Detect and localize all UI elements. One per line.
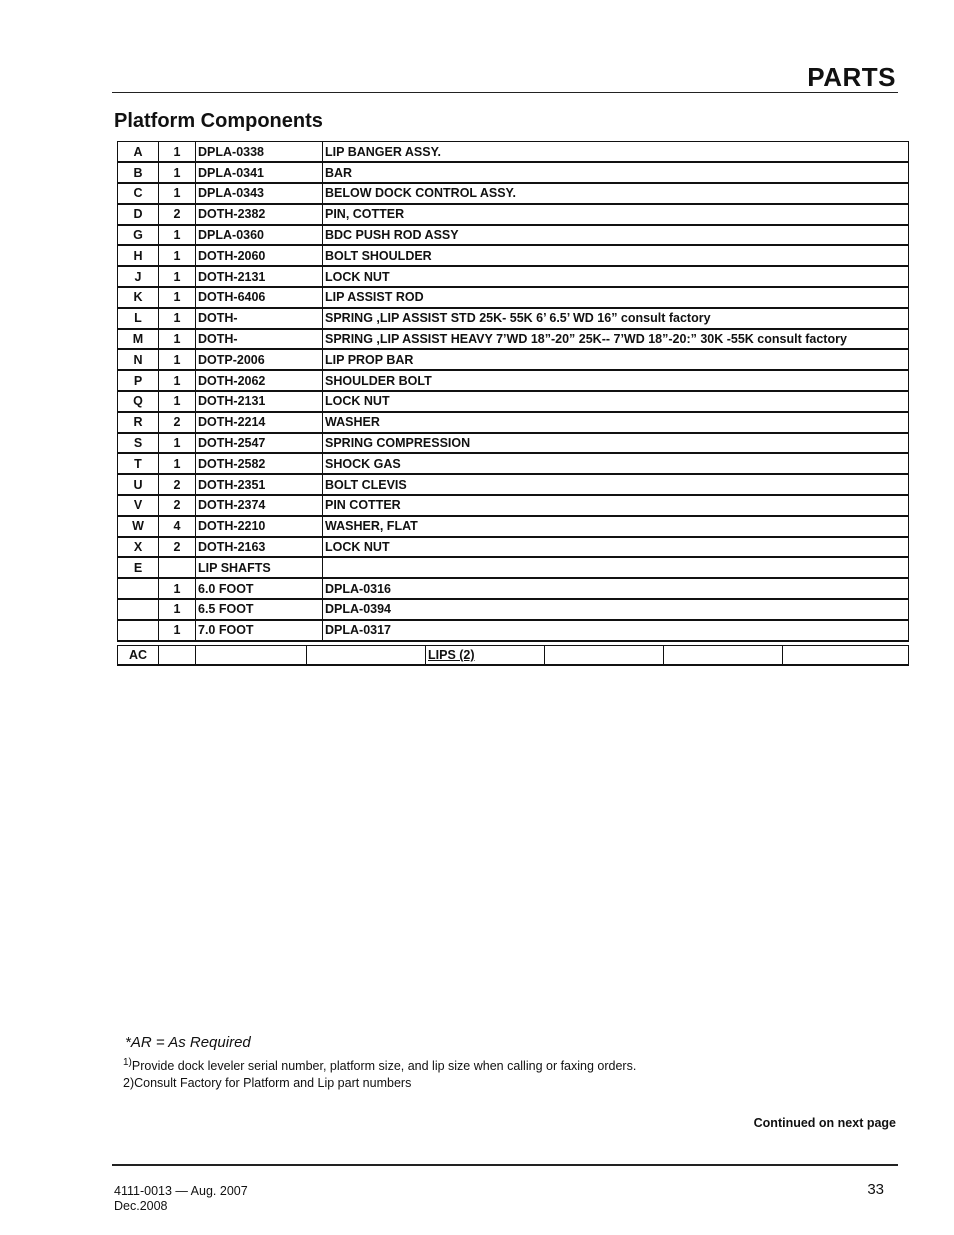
key-cell: T <box>118 453 159 474</box>
description-cell: BELOW DOCK CONTROL ASSY. <box>323 183 909 204</box>
table-row <box>118 370 909 391</box>
description-cell: SPRING ,LIP ASSIST HEAVY 7’WD 18”-20” 25K-- 7’WD 18”-20:” 30K -55K consult factory <box>323 329 909 350</box>
ac-cell-empty <box>783 646 909 666</box>
description-cell: BAR <box>323 162 909 183</box>
ac-cell-empty <box>307 646 426 666</box>
part-number-cell: DOTH-2351 <box>196 474 323 495</box>
table-row <box>118 495 909 516</box>
part-number-cell: DOTH-2060 <box>196 245 323 266</box>
qty-cell: 1 <box>159 245 196 266</box>
qty-cell: 1 <box>159 308 196 329</box>
key-cell: R <box>118 412 159 433</box>
footer-revision: Dec.2008 <box>114 1199 168 1213</box>
ac-lips-cell <box>426 646 545 666</box>
table-row <box>118 142 909 163</box>
table-row <box>118 183 909 204</box>
key-cell: D <box>118 204 159 225</box>
table-row <box>118 308 909 329</box>
key-cell: J <box>118 266 159 287</box>
note-1-text: Provide dock leveler serial number, platform size, and lip size when calling or faxing orders. <box>131 1059 637 1073</box>
part-number-cell: DOTH-6406 <box>196 287 323 308</box>
key-cell: X <box>118 537 159 558</box>
qty-cell: 1 <box>159 142 196 163</box>
part-number-cell: LIP SHAFTS <box>196 557 323 578</box>
part-number-cell: DPLA-0341 <box>196 162 323 183</box>
key-cell: L <box>118 308 159 329</box>
description-cell: WASHER <box>323 412 909 433</box>
qty-cell: 1 <box>159 162 196 183</box>
part-number-cell: 7.0 FOOT <box>196 620 323 641</box>
ac-cell-empty <box>664 646 783 666</box>
qty-cell: 2 <box>159 537 196 558</box>
part-number-cell: DOTH-2163 <box>196 537 323 558</box>
part-number-cell: DOTH-2062 <box>196 370 323 391</box>
continued-note: Continued on next page <box>753 1116 896 1130</box>
key-cell <box>118 620 159 641</box>
table-row <box>118 329 909 350</box>
description-cell: SHOCK GAS <box>323 453 909 474</box>
qty-cell: 1 <box>159 225 196 246</box>
footer-doc-id: 4111-0013 — Aug. 2007 <box>114 1184 248 1198</box>
table-row <box>118 349 909 370</box>
qty-cell: 2 <box>159 204 196 225</box>
part-number-cell: DPLA-0360 <box>196 225 323 246</box>
key-cell: A <box>118 142 159 163</box>
qty-cell: 1 <box>159 578 196 599</box>
part-number-cell: DOTP-2006 <box>196 349 323 370</box>
table-row <box>118 557 909 578</box>
description-cell: WASHER, FLAT <box>323 516 909 537</box>
ac-key: AC <box>118 646 159 666</box>
table-row <box>118 204 909 225</box>
key-cell: K <box>118 287 159 308</box>
ac-cell-empty <box>159 646 196 666</box>
description-cell: PIN COTTER <box>323 495 909 516</box>
description-cell: LIP ASSIST ROD <box>323 287 909 308</box>
table-row <box>118 578 909 599</box>
key-cell: H <box>118 245 159 266</box>
description-cell <box>323 557 909 578</box>
description-cell: BDC PUSH ROD ASSY <box>323 225 909 246</box>
table-row <box>118 225 909 246</box>
key-cell: V <box>118 495 159 516</box>
description-cell: PIN, COTTER <box>323 204 909 225</box>
part-number-cell: DOTH-2214 <box>196 412 323 433</box>
qty-cell: 1 <box>159 453 196 474</box>
description-cell: DPLA-0316 <box>323 578 909 599</box>
part-number-cell: DOTH-2131 <box>196 266 323 287</box>
table-row <box>118 433 909 454</box>
key-cell: C <box>118 183 159 204</box>
table-row <box>118 266 909 287</box>
part-number-cell: DOTH-2131 <box>196 391 323 412</box>
description-cell: BOLT SHOULDER <box>323 245 909 266</box>
part-number-cell: DOTH-2382 <box>196 204 323 225</box>
key-cell: E <box>118 557 159 578</box>
ac-lips-label: LIPS (2) <box>428 648 475 662</box>
part-number-cell: DPLA-0338 <box>196 142 323 163</box>
description-cell: DPLA-0394 <box>323 599 909 620</box>
description-cell: LOCK NUT <box>323 266 909 287</box>
qty-cell: 2 <box>159 412 196 433</box>
table-row <box>118 391 909 412</box>
qty-cell: 1 <box>159 391 196 412</box>
table-row <box>118 162 909 183</box>
description-cell: LIP BANGER ASSY. <box>323 142 909 163</box>
table-row <box>118 474 909 495</box>
part-number-cell: DOTH- <box>196 308 323 329</box>
footer-rule <box>112 1164 898 1166</box>
table-row <box>118 287 909 308</box>
qty-cell: 2 <box>159 474 196 495</box>
key-cell: N <box>118 349 159 370</box>
qty-cell: 2 <box>159 495 196 516</box>
parts-table <box>117 141 909 642</box>
qty-cell: 1 <box>159 329 196 350</box>
part-number-cell: 6.0 FOOT <box>196 578 323 599</box>
qty-cell: 1 <box>159 183 196 204</box>
section-title: Platform Components <box>114 110 323 132</box>
key-cell: P <box>118 370 159 391</box>
key-cell: S <box>118 433 159 454</box>
part-number-cell: DOTH- <box>196 329 323 350</box>
ac-cell-empty <box>196 646 307 666</box>
part-number-cell: DOTH-2582 <box>196 453 323 474</box>
key-cell <box>118 578 159 599</box>
part-number-cell: 6.5 FOOT <box>196 599 323 620</box>
part-number-cell: DOTH-2374 <box>196 495 323 516</box>
description-cell: DPLA-0317 <box>323 620 909 641</box>
key-cell: W <box>118 516 159 537</box>
key-cell: U <box>118 474 159 495</box>
description-cell: LOCK NUT <box>323 537 909 558</box>
table-row <box>118 620 909 641</box>
key-cell <box>118 599 159 620</box>
key-cell: G <box>118 225 159 246</box>
header-rule <box>112 92 898 93</box>
ac-row-table <box>117 645 909 666</box>
note-1 <box>123 1056 637 1073</box>
description-cell: LOCK NUT <box>323 391 909 412</box>
description-cell: SHOULDER BOLT <box>323 370 909 391</box>
note-as-required: *AR = As Required <box>125 1034 251 1051</box>
qty-cell: 1 <box>159 620 196 641</box>
description-cell: SPRING COMPRESSION <box>323 433 909 454</box>
table-row <box>118 453 909 474</box>
description-cell: LIP PROP BAR <box>323 349 909 370</box>
qty-cell: 1 <box>159 266 196 287</box>
ac-cell-empty <box>545 646 664 666</box>
key-cell: Q <box>118 391 159 412</box>
page-number: 33 <box>867 1181 884 1198</box>
table-row <box>118 537 909 558</box>
key-cell: B <box>118 162 159 183</box>
qty-cell: 1 <box>159 433 196 454</box>
table-row <box>118 245 909 266</box>
table-row-ac <box>118 646 909 666</box>
page-header-title: PARTS <box>807 62 896 92</box>
key-cell: M <box>118 329 159 350</box>
qty-cell <box>159 557 196 578</box>
qty-cell: 1 <box>159 370 196 391</box>
part-number-cell: DOTH-2210 <box>196 516 323 537</box>
qty-cell: 1 <box>159 287 196 308</box>
qty-cell: 4 <box>159 516 196 537</box>
part-number-cell: DPLA-0343 <box>196 183 323 204</box>
qty-cell: 1 <box>159 349 196 370</box>
description-cell: SPRING ,LIP ASSIST STD 25K- 55K 6’ 6.5’ WD 16” consult factory <box>323 308 909 329</box>
part-number-cell: DOTH-2547 <box>196 433 323 454</box>
table-row <box>118 516 909 537</box>
table-row <box>118 599 909 620</box>
note-2: 2)Consult Factory for Platform and Lip part numbers <box>123 1076 412 1090</box>
description-cell: BOLT CLEVIS <box>323 474 909 495</box>
note-1-marker: 1) <box>123 1056 132 1068</box>
qty-cell: 1 <box>159 599 196 620</box>
table-row <box>118 412 909 433</box>
